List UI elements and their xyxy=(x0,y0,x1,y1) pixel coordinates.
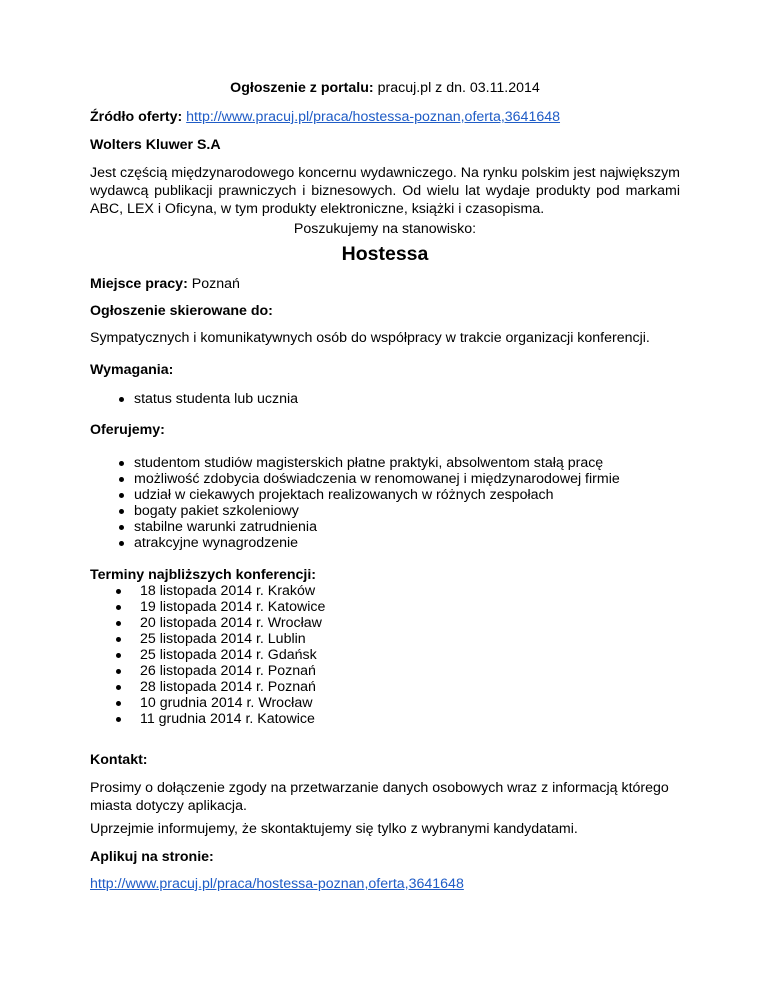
contact-text-2: Uprzejmie informujemy, że skontaktujemy się tylko z wybranymi kandydatami. xyxy=(90,821,578,837)
target-heading-text: Ogłoszenie skierowane do: xyxy=(90,303,273,319)
list-item: status studenta lub ucznia xyxy=(90,391,680,407)
list-item: 10 grudnia 2014 r. Wrocław xyxy=(116,695,676,711)
apply-link[interactable]: http://www.pracuj.pl/praca/hostessa-poznan,oferta,3641648 xyxy=(90,876,464,892)
list-item: udział w ciekawych projektach realizowanych w różnych zespołach xyxy=(90,487,680,503)
list-item: atrakcyjne wynagrodzenie xyxy=(90,535,680,551)
list-item: 19 listopada 2014 r. Katowice xyxy=(116,599,676,615)
workplace-label: Miejsce pracy: xyxy=(90,276,188,292)
list-item: 26 listopada 2014 r. Poznań xyxy=(116,663,676,679)
workplace-value: Poznań xyxy=(191,276,240,292)
company-name-text: Wolters Kluwer S.A xyxy=(90,137,221,153)
list-item: 20 listopada 2014 r. Wrocław xyxy=(116,615,676,631)
list-item: 18 listopada 2014 r. Kraków xyxy=(116,583,676,599)
list-item: 28 listopada 2014 r. Poznań xyxy=(116,679,676,695)
company-name xyxy=(90,137,680,153)
list-item: stabilne warunki zatrudnienia xyxy=(90,519,680,535)
list-item: 25 listopada 2014 r. Gdańsk xyxy=(116,647,676,663)
position-title: Hostessa xyxy=(341,243,429,265)
list-item: 25 listopada 2014 r. Lublin xyxy=(116,631,676,647)
offer-heading-text: Oferujemy: xyxy=(90,422,165,438)
offer-heading xyxy=(90,422,680,438)
position-intro: Poszukujemy na stanowisko: xyxy=(293,221,477,237)
offer-list xyxy=(90,455,680,551)
apply-heading xyxy=(90,849,680,865)
list-item: możliwość zdobycia doświadczenia w renomowanej i międzynarodowej firmie xyxy=(90,471,680,487)
list-item: bogaty pakiet szkoleniowy xyxy=(90,503,680,519)
contact-text-1: Prosimy o dołączenie zgody na przetwarzanie danych osobowych wraz z informacją którego miasta dotyczy aplikacja. xyxy=(90,780,669,814)
apply-line xyxy=(90,876,680,892)
contact-heading-text: Kontakt: xyxy=(90,752,148,768)
requirements-list xyxy=(90,391,680,407)
conferences-list xyxy=(116,583,676,727)
requirements-heading xyxy=(90,362,680,378)
source-link[interactable]: http://www.pracuj.pl/praca/hostessa-poznan,oferta,3641648 xyxy=(186,109,561,125)
portal-line xyxy=(90,80,680,96)
portal-label: Ogłoszenie z portalu: xyxy=(230,80,374,96)
source-line xyxy=(90,109,680,125)
list-item: 11 grudnia 2014 r. Katowice xyxy=(116,711,676,727)
conferences-heading xyxy=(90,567,680,583)
contact-heading xyxy=(90,752,680,768)
company-description: Jest częścią międzynarodowego koncernu wydawniczego. Na rynku polskim jest największym wydawcą publikacji prawniczych i biznesowych. Od wielu lat wydaje produkty pod markami ABC, LEX i Oficyna, w tym produkty elektroniczne, książki i czasopisma. xyxy=(90,165,680,217)
source-label: Źródło oferty: xyxy=(90,109,183,125)
conferences-heading-text: Terminy najbliższych konferencji: xyxy=(90,567,317,583)
target-heading xyxy=(90,303,680,319)
portal-value: pracuj.pl z dn. 03.11.2014 xyxy=(377,80,540,96)
target-text: Sympatycznych i komunikatywnych osób do współpracy w trakcie organizacji konferencji. xyxy=(90,330,650,346)
workplace-line xyxy=(90,276,680,292)
apply-heading-text: Aplikuj na stronie: xyxy=(90,849,214,865)
list-item: studentom studiów magisterskich płatne praktyki, absolwentom stałą pracę xyxy=(90,455,680,471)
requirements-heading-text: Wymagania: xyxy=(90,362,174,378)
